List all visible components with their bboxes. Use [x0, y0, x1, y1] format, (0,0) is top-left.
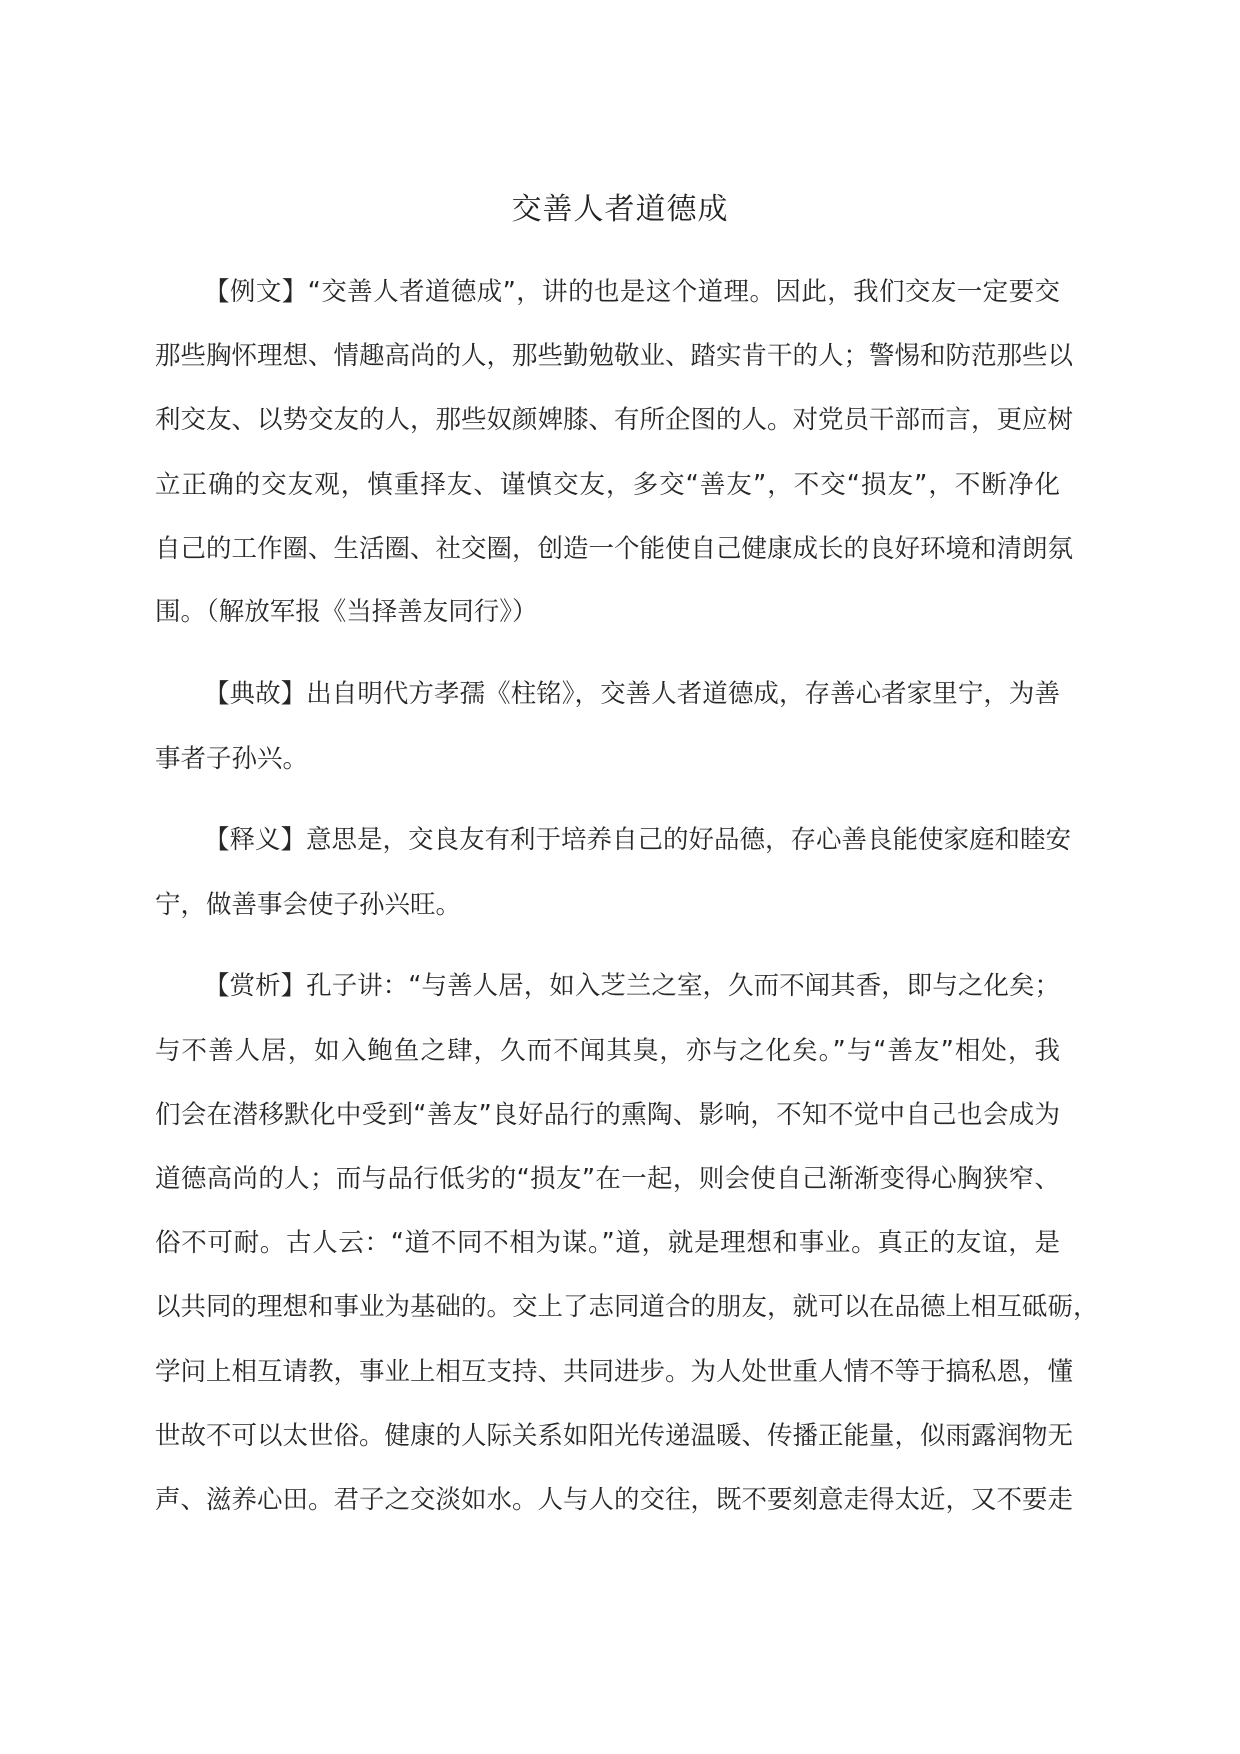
paragraph-line: 宁，做善事会使子孙兴旺。 — [155, 890, 462, 920]
paragraph-line: 【释义】意思是，交良友有利于培养自己的好品德，存心善良能使家庭和睦安 — [204, 825, 1072, 855]
paragraph-line: 利交友、以势交友的人，那些奴颜婢膝、有所企图的人。对党员干部而言，更应树 — [155, 405, 1074, 435]
paragraph-line: 与不善人居，如入鲍鱼之肆，久而不闻其臭，亦与之化矣。”与“善友”相处，我 — [155, 1036, 1060, 1066]
paragraph-line: 【典故】出自明代方孝孺《柱铭》，交善人者道德成，存善心者家里宁，为善 — [204, 679, 1060, 709]
document-title: 交善人者道德成 — [511, 192, 729, 227]
paragraph-line: 事者子孙兴。 — [155, 744, 309, 774]
paragraph-line: 围。（解放军报《当择善友同行》） — [155, 597, 538, 627]
paragraph-line: 声、滋养心田。君子之交淡如水。人与人的交往，既不要刻意走得太近，又不要走 — [155, 1485, 1074, 1515]
paragraph-line: 世故不可以太世俗。健康的人际关系如阳光传递温暖、传播正能量，似雨露润物无 — [155, 1421, 1074, 1451]
paragraph-line: 们会在潜移默化中受到“善友”良好品行的熏陶、影响，不知不觉中自己也会成为 — [155, 1100, 1060, 1130]
paragraph-line: 俗不可耐。古人云：“道不同不相为谋。”道，就是理想和事业。真正的友谊，是 — [155, 1228, 1060, 1258]
paragraph-line: 立正确的交友观，慎重择友、谨慎交友，多交“善友”，不交“损友”，不断净化 — [155, 470, 1060, 500]
paragraph-line: 以共同的理想和事业为基础的。交上了志同道合的朋友，就可以在品德上相互砥砺， — [155, 1292, 1099, 1322]
paragraph-line: 学问上相互请教，事业上相互支持、共同进步。为人处世重人情不等于搞私恩，懂 — [155, 1357, 1074, 1387]
paragraph-line: 【例文】“交善人者道德成”，讲的也是这个道理。因此，我们交友一定要交 — [204, 277, 1060, 307]
paragraph-line: 道德高尚的人；而与品行低劣的“损友”在一起，则会使自己渐渐变得心胸狭窄、 — [155, 1164, 1060, 1194]
paragraph-line: 自己的工作圈、生活圈、社交圈，创造一个能使自己健康成长的良好环境和清朗氛 — [155, 534, 1074, 564]
paragraph-line: 【赏析】孔子讲：“与善人居，如入芝兰之室，久而不闻其香，即与之化矣； — [204, 971, 1060, 1001]
paragraph-line: 那些胸怀理想、情趣高尚的人，那些勤勉敬业、踏实肯干的人；警惕和防范那些以 — [155, 341, 1074, 371]
